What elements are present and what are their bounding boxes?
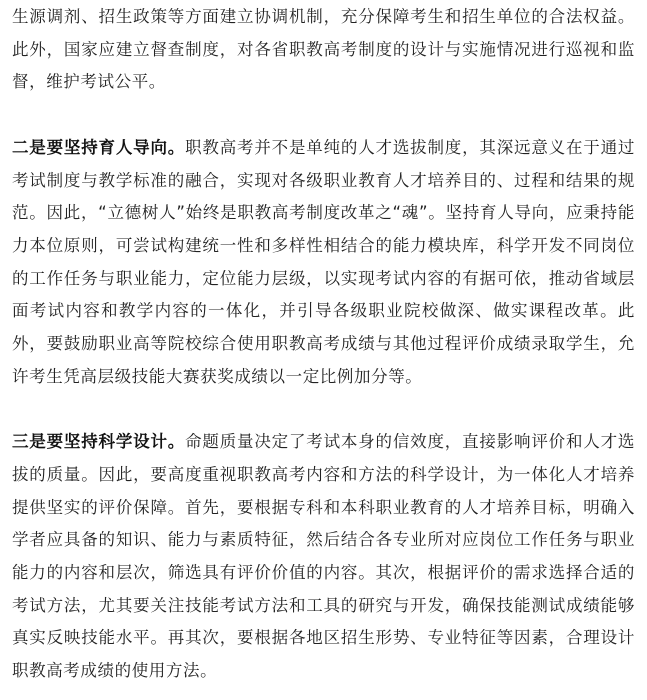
paragraph-2-text: 职教高考并不是单纯的人才选拔制度，其深远意义在于通过考试制度与教学标准的融合，实现对各级职业教育人才培养目的、过程和结果的规范。因此，“立德树人”始终是职教高考制度改革之“魂”。坚持育人导向，应秉持能力本位原则，可尝试构建统一性和多样性相结合的能力模块库，科学开发不同岗位的工作任务与职业能力，定位能力层级，以实现考试内容的有据可依，推动省域层面考试内容和教学内容的一体化，并引导各级职业院校做深、做实课程改革。此外，要鼓励职业高等院校综合使用职教高考成绩与其他过程评价成绩录取学生，允许考生凭高层级技能大赛获奖成绩以一定比例加分等。 xyxy=(12,137,636,386)
paragraph-2 xyxy=(12,132,635,394)
paragraph-spacer xyxy=(12,99,635,132)
paragraph-3-lead: 三是要坚持科学设计。 xyxy=(12,432,186,452)
paragraph-3-text: 命题质量决定了考试本身的信效度，直接影响评价和人才选拔的质量。因此，要高度重视职教高考内容和方法的科学设计，为一体化人才培养提供坚实的评价保障。首先，要根据专科和本科职业教育的人才培养目标，明确入学者应具备的知识、能力与素质特征，然后结合各专业所对应岗位工作任务与职业能力的内容和层次，筛选具有评价价值的内容。其次，根据评价的需求选择合适的考试方法，尤其要关注技能考试方法和工具的研究与开发，确保技能测试成绩能够真实反映技能水平。再其次，要根据各地区招生形势、专业特征等因素，合理设计职教高考成绩的使用方法。 xyxy=(12,432,636,681)
paragraph-1-text: 生源调剂、招生政策等方面建立协调机制，充分保障考生和招生单位的合法权益。此外，国家应建立督查制度，对各省职教高考制度的设计与实施情况进行巡视和监督，维护考试公平。 xyxy=(12,7,635,92)
paragraph-1 xyxy=(12,1,635,99)
paragraph-2-lead: 二是要坚持育人导向。 xyxy=(12,137,186,157)
paragraph-spacer xyxy=(12,393,635,426)
paragraph-3 xyxy=(12,426,635,688)
